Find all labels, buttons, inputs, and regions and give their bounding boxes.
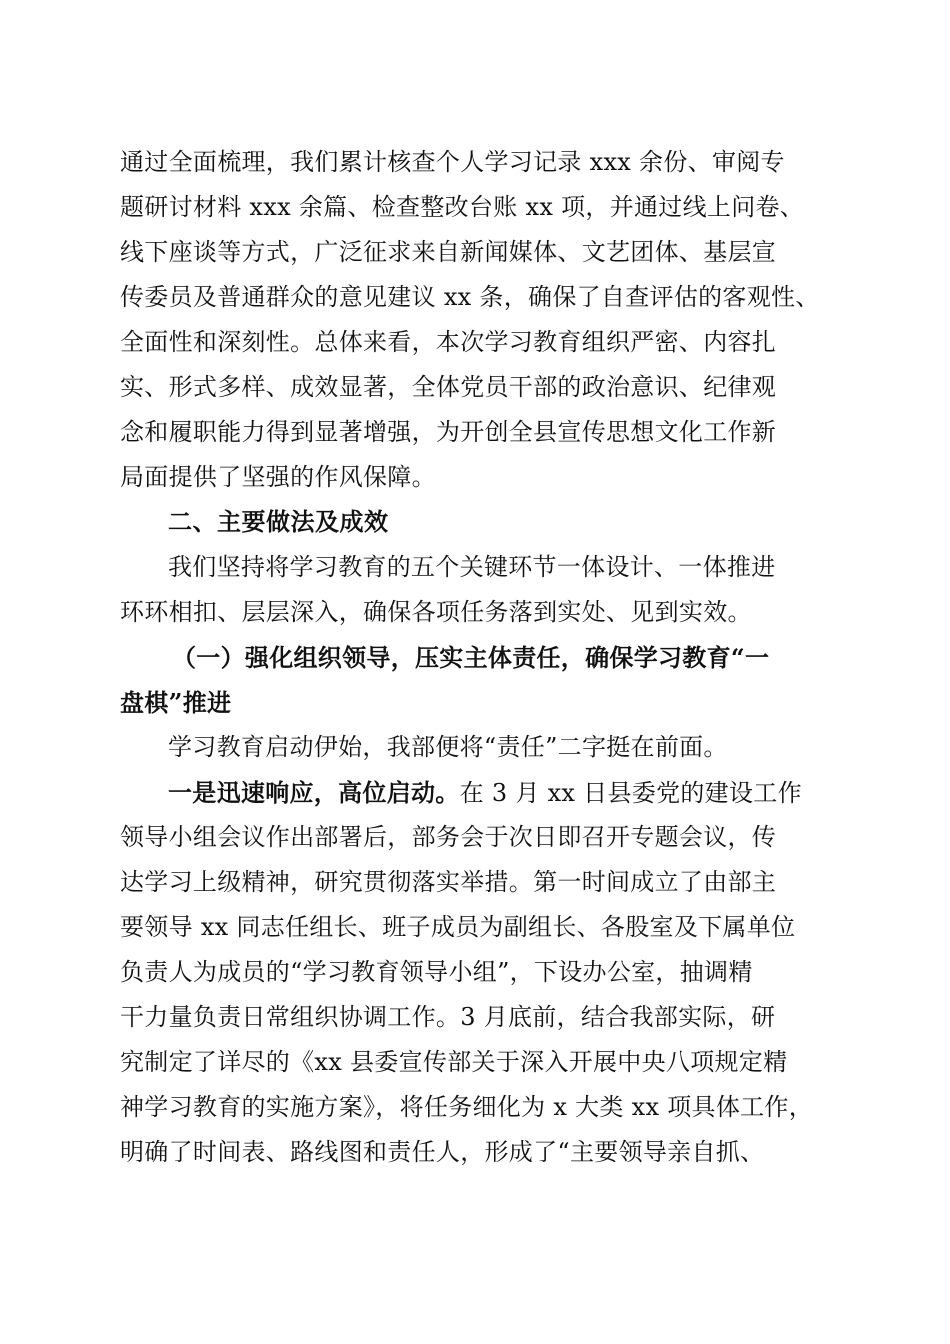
text-line: 究制定了详尽的《xx 县委宣传部关于深入开展中央八项规定精 <box>120 1048 788 1076</box>
text-line <box>120 770 834 815</box>
text-line: 达学习上级精神，研究贯彻落实举措。第一时间成立了由部主 <box>120 868 777 896</box>
text-line: 明确了时间表、路线图和责任人，形成了“主要领导亲自抓、 <box>120 1138 765 1166</box>
lead-phrase: 一是迅速响应，高位启动。 <box>168 778 460 807</box>
text-line: 实、形式多样、成效显著，全体党员干部的政治意识、纪律观 <box>120 373 777 401</box>
paragraph-self-assessment <box>120 140 834 500</box>
text-line: 传委员及普通群众的意见建议 xx 条，确保了自查评估的客观性、 <box>120 283 820 311</box>
text-line: 念和履职能力得到显著增强，为开创全县宣传思想文化工作新 <box>120 418 777 446</box>
text-line: 全面性和深刻性。总体来看，本次学习教育组织严密、内容扎 <box>120 328 777 356</box>
text-line: 环环相扣、层层深入，确保各项任务落到实处、见到实效。 <box>120 598 752 626</box>
document-body <box>120 140 834 1175</box>
text-line: 负责人为成员的“学习教育领导小组”，下设办公室，抽调精 <box>120 958 753 986</box>
text-line: 神学习教育的实施方案》，将任务细化为 x 大类 xx 项具体工作， <box>120 1093 814 1121</box>
paragraph-rapid-response <box>120 770 834 1175</box>
subheading-line: 盘棋”推进 <box>120 688 232 717</box>
text-line: 要领导 xx 同志任组长、班子成员为副组长、各股室及下属单位 <box>120 913 796 941</box>
text-line: 题研讨材料 xxx 余篇、检查整改台账 xx 项，并通过线上问卷、 <box>120 193 805 221</box>
text-line: 我们坚持将学习教育的五个关键环节一体设计、一体推进 <box>168 553 776 581</box>
text-line: 干力量负责日常组织协调工作。3 月底前，结合我部实际，研 <box>120 1003 776 1031</box>
subheading-line: （一）强化组织领导，压实主体责任，确保学习教育“一 <box>172 643 770 672</box>
text-fragment: 在 3 月 xx 日县委党的建设工作 <box>459 779 802 807</box>
paragraph-responsibility: 学习教育启动伊始，我部便将“责任”二字挺在前面。 <box>168 733 728 761</box>
text-line: 领导小组会议作出部署后，部务会于次日即召开专题会议，传 <box>120 823 777 851</box>
paragraph-intro <box>120 545 834 635</box>
section-heading: 二、主要做法及成效 <box>168 508 389 536</box>
text-line: 线下座谈等方式，广泛征求来自新闻媒体、文艺团体、基层宣 <box>120 238 777 266</box>
subheading-organization <box>120 635 834 725</box>
text-line: 局面提供了坚强的作风保障。 <box>120 463 436 491</box>
text-line: 通过全面梳理，我们累计核查个人学习记录 xxx 余份、审阅专 <box>120 148 785 176</box>
